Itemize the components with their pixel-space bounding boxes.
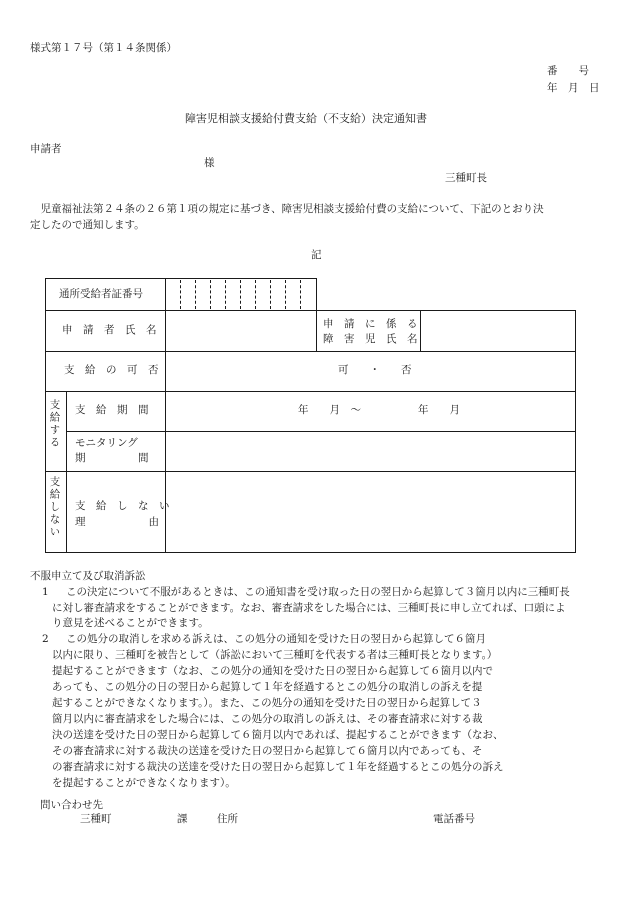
monitoring-period-label-line2: 期 間 — [75, 452, 149, 464]
appeal-item2-line: 提起することができます（なお、この処分の通知を受けた日の翌日から起算して６箇月以内で — [52, 665, 493, 677]
appeal-item2-line: 起することができなくなります。）。また、この処分の通知を受けた日の翌日から起算して３ — [52, 697, 482, 709]
contact-heading: 問い合わせ先 — [40, 799, 103, 811]
decision-table — [45, 278, 576, 553]
appeal-item2-line: その審査請求に対する裁決の送達を受けた日の翌日から起算して６箇月以内であっても、そ — [52, 745, 483, 757]
form-number: 様式第１７号（第１４条関係） — [30, 42, 177, 54]
applicant-name-label: 申 請 者 氏 名 — [62, 324, 157, 336]
appeal-item2-line: 以内に限り、三種町を被告として（訴訟において三種町を代表する者は三種町長となります。） — [52, 649, 498, 661]
document-number-label: 番 号 — [547, 65, 589, 77]
approval-label: 支 給 の 可 否 — [64, 364, 159, 376]
applicant-honorific: 様 — [204, 157, 215, 169]
appeal-item2-line: 箇月以内に審査請求をした場合には、この処分の取消しの訴えは、その審査請求に対する裁 — [52, 713, 483, 725]
payment-period-from: 年 月 ～ — [298, 404, 361, 416]
contact-address: 住所 — [217, 813, 238, 825]
appeal-heading: 不服申立て及び取消訴訟 — [30, 570, 146, 582]
intro-text-line2: 定したので通知します。 — [30, 219, 145, 231]
payment-period-label: 支 給 期 間 — [75, 404, 149, 416]
child-name-label-line1: 申 請 に 係 る — [323, 318, 418, 330]
certificate-number-label: 通所受給者証番号 — [59, 288, 143, 300]
appeal-item2-line: この処分の取消しを求める訴えは、この処分の通知を受けた日の翌日から起算して６箇月 — [66, 633, 486, 645]
contact-town: 三種町 — [80, 813, 112, 825]
intro-text-line1: 児童福祉法第２４条の２６第１項の規定に基づき、障害児相談支援給付費の支給について、下記のとおり決 — [30, 203, 544, 215]
document-date-label: 年 月 日 — [547, 82, 600, 94]
document-title: 障害児相談支援給付費支給（不支給）決定通知書 — [185, 112, 427, 125]
ki-heading: 記 — [311, 249, 322, 261]
appeal-item1-line2: に対し審査請求をすることができます。なお、審査請求をした場合には、三種町長に申し立てれば、口頭によ — [52, 602, 566, 614]
nopay-reason-label-line2: 理 由 — [75, 516, 159, 528]
appeal-item2-number: 2 — [42, 633, 49, 645]
appeal-item1-line1: この決定について不服があるときは、この通知書を受け取った日の翌日から起算して３箇月以内に三種町長 — [66, 586, 570, 598]
contact-section: 課 — [177, 813, 188, 825]
appeal-item2-line: を提起することができなくなります）。 — [52, 777, 236, 789]
side-label-nopay: 支給しない — [48, 476, 61, 539]
child-name-label-line2: 障 害 児 氏 名 — [323, 333, 418, 345]
issuer-name: 三種町長 — [445, 172, 487, 184]
approval-value: 可 ・ 否 — [338, 364, 412, 376]
appeal-item2-line: あっても、この処分の日の翌日から起算して１年を経過するとこの処分の取消しの訴えを提 — [52, 681, 483, 693]
appeal-item2-line: 決の送達を受けた日の翌日から起算して６箇月以内であれば、提起することができます（なお、 — [52, 729, 504, 741]
contact-phone: 電話番号 — [433, 813, 475, 825]
payment-period-to: 年 月 — [418, 404, 460, 416]
appeal-item1-number: 1 — [42, 586, 49, 598]
side-label-pay: 支給する — [48, 399, 61, 449]
monitoring-period-label-line1: モニタリング — [75, 437, 138, 449]
appeal-item2-line: の審査請求に対する裁決の送達を受けた日の翌日から起算して１年を経過するとこの処分の訴え — [52, 761, 504, 773]
nopay-reason-label-line1: 支 給 し な い — [75, 500, 170, 512]
appeal-item1-line3: り意見を述べることができます。 — [52, 617, 209, 629]
applicant-label: 申請者 — [30, 143, 62, 155]
